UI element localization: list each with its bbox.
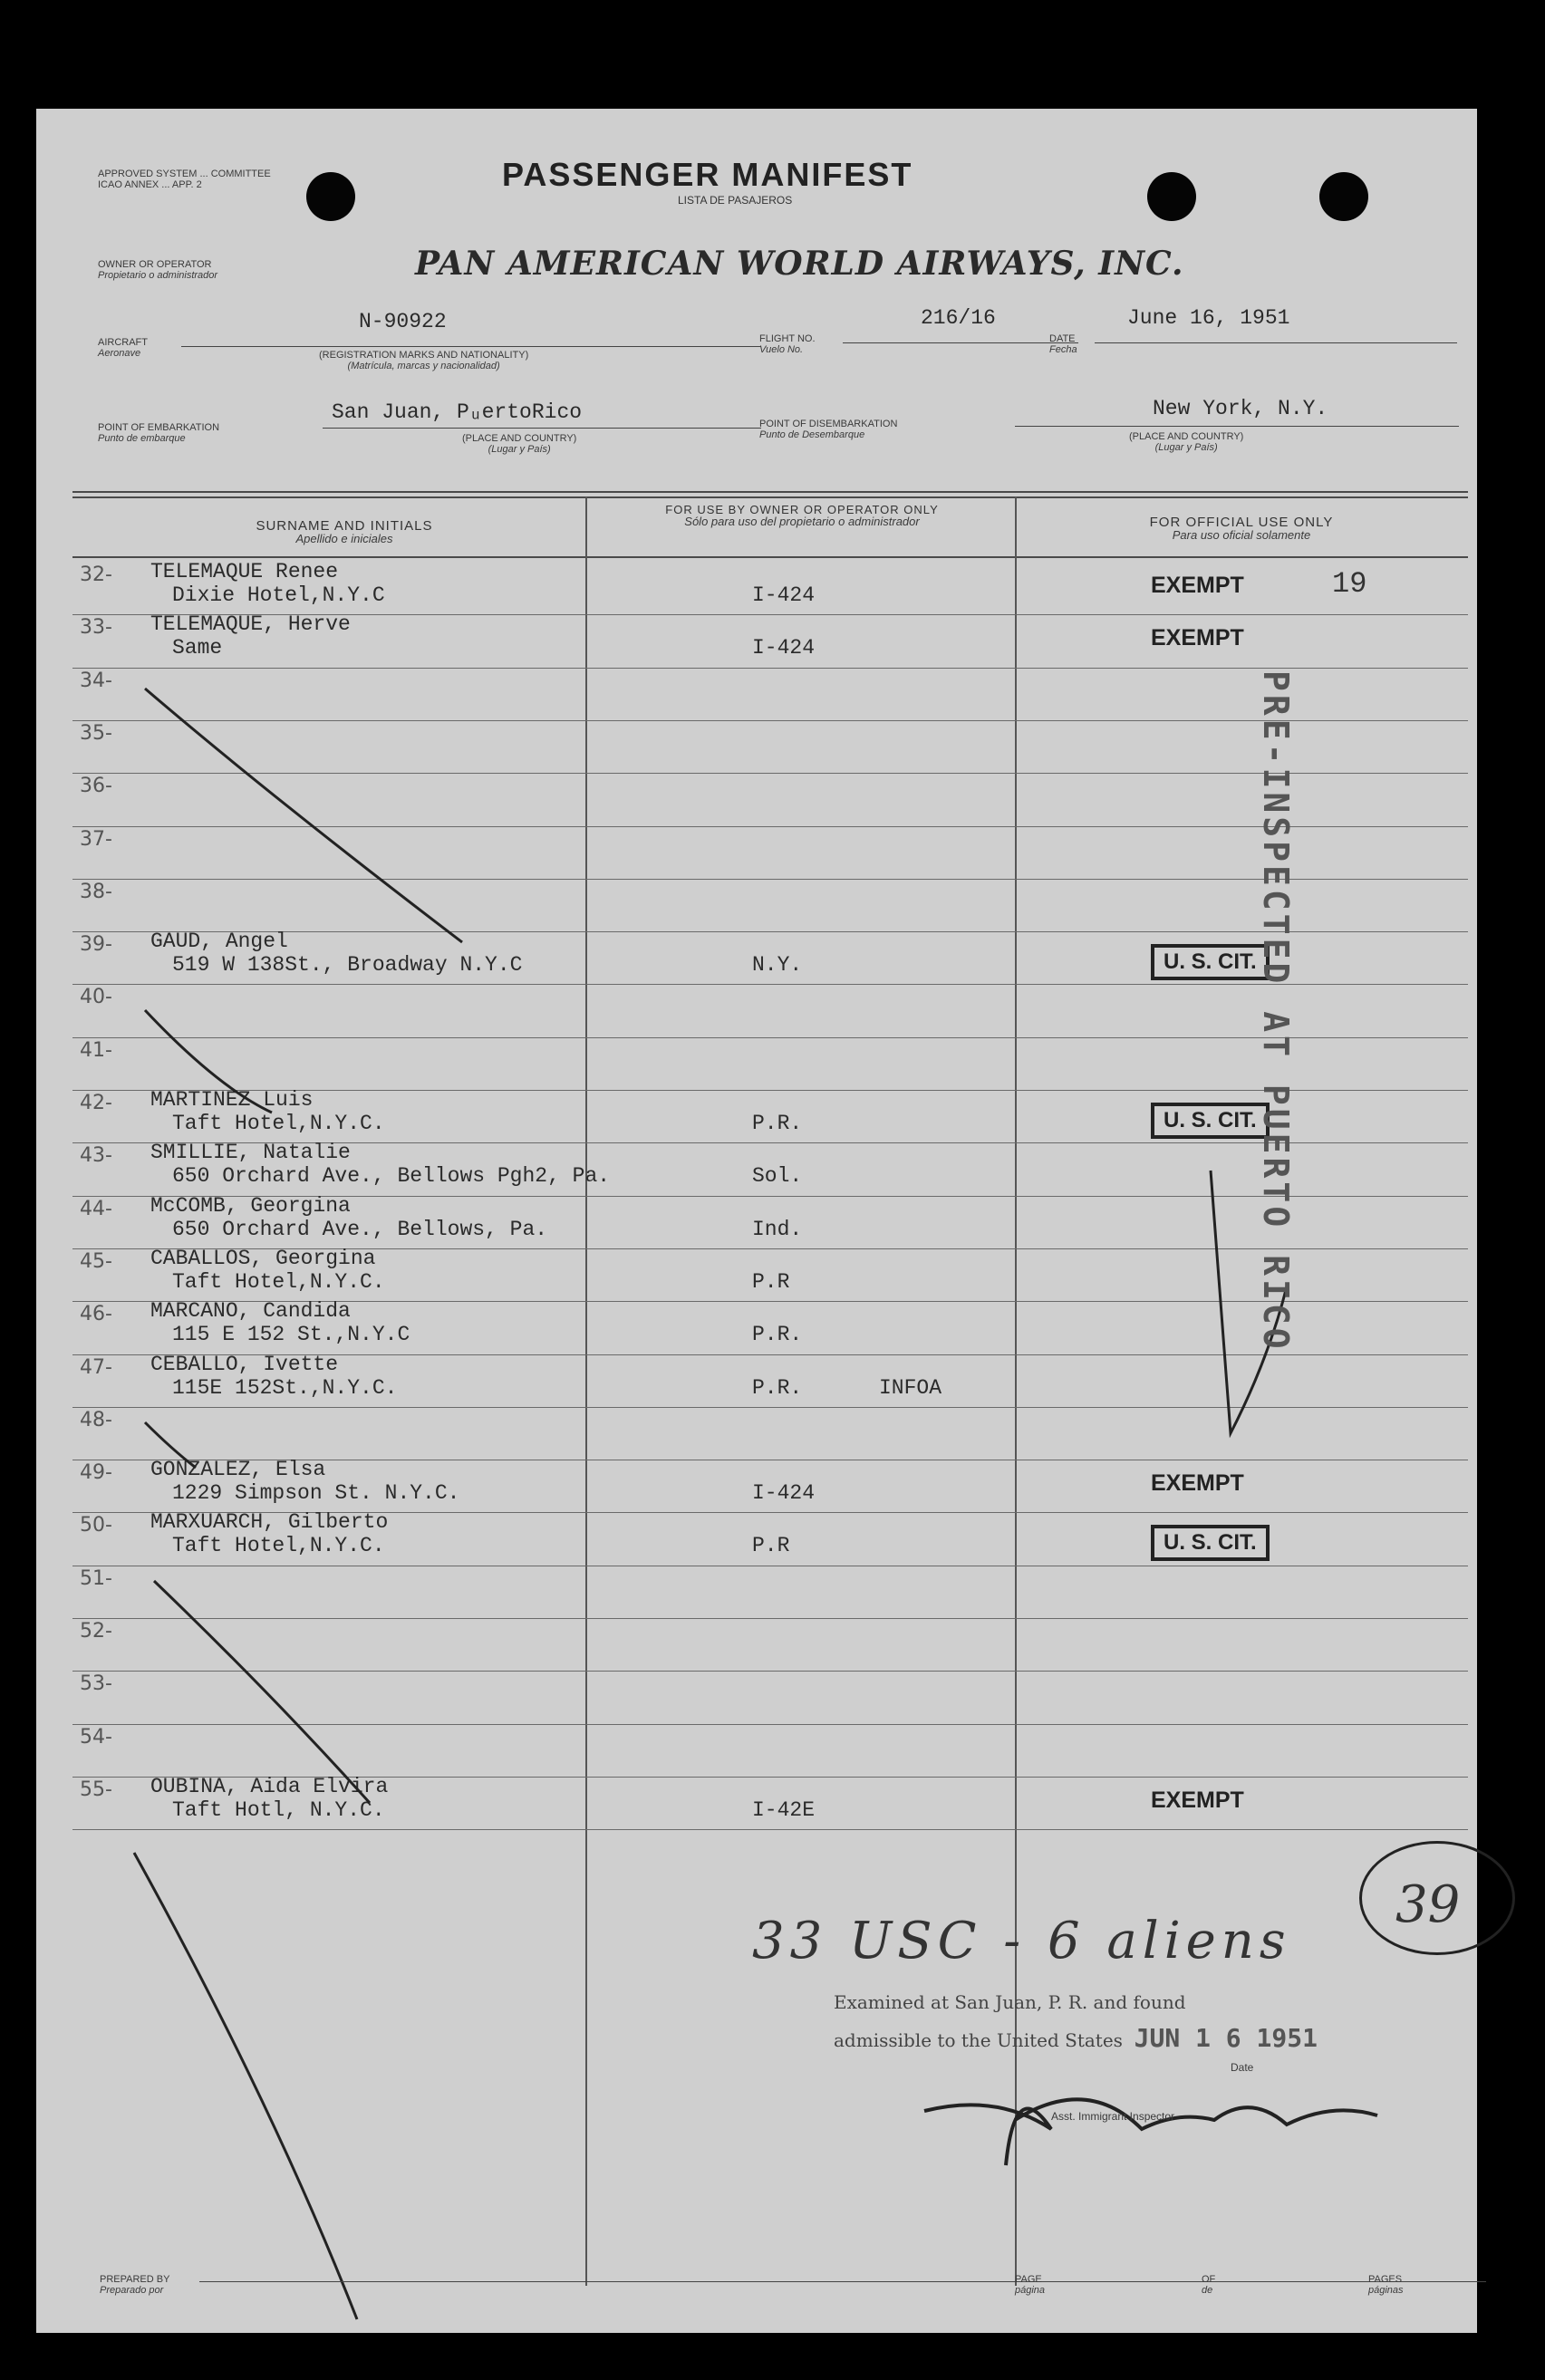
passenger-name: SMILLIE, Natalie bbox=[150, 1141, 351, 1165]
passenger-name: GAUD, Angel bbox=[150, 930, 288, 954]
passenger-name: MARCANO, Candida bbox=[150, 1299, 351, 1324]
row-number: 44- bbox=[80, 1197, 112, 1220]
circled-count: 39 bbox=[1395, 1875, 1461, 1934]
document-code: P.R bbox=[752, 1534, 790, 1558]
passenger-address: Taft Hotel,N.Y.C. bbox=[172, 1269, 385, 1294]
flight-label: FLIGHT NO. Vuelo No. bbox=[759, 333, 816, 355]
row-number: 54- bbox=[80, 1725, 112, 1749]
row-number: 52- bbox=[80, 1620, 112, 1643]
passenger-address: 650 Orchard Ave., Bellows Pgh2, Pa. bbox=[172, 1164, 611, 1189]
us-citizen-stamp: U. S. CIT. bbox=[1151, 1525, 1270, 1561]
passenger-address: Taft Hotl, N.Y.C. bbox=[172, 1797, 385, 1822]
us-citizen-stamp: U. S. CIT. bbox=[1151, 1103, 1270, 1139]
examination-stamp: Examined at San Juan, P. R. and found admissible to the United States JUN 1 6 1951 bbox=[834, 1991, 1318, 2053]
document-code: P.R bbox=[752, 1269, 790, 1294]
passenger-address: Taft Hotel,N.Y.C. bbox=[172, 1534, 385, 1558]
passenger-address: Taft Hotel,N.Y.C. bbox=[172, 1112, 385, 1135]
row-number: 43- bbox=[80, 1144, 112, 1168]
prepared-by-label: PREPARED BY Preparado por bbox=[100, 2274, 170, 2296]
row-number: 40- bbox=[80, 986, 112, 1009]
col-header-official: FOR OFFICIAL USE ONLY Para uso oficial solamente bbox=[1149, 515, 1334, 542]
row-number: 42- bbox=[80, 1092, 112, 1114]
approval-note: APPROVED SYSTEM ... COMMITTEE ICAO ANNEX ... APP. 2 bbox=[98, 169, 271, 190]
row-number: 48- bbox=[80, 1408, 112, 1431]
row-number: 53- bbox=[80, 1672, 112, 1696]
disembark-label: POINT OF DISEMBARKATION Punto de Desembarque bbox=[759, 419, 898, 440]
passenger-address: Dixie Hotel,N.Y.C bbox=[172, 583, 385, 607]
exempt-stamp: EXEMPT bbox=[1151, 625, 1244, 651]
row-number: 38- bbox=[80, 880, 112, 903]
date-value: June 16, 1951 bbox=[1127, 306, 1290, 330]
row-number: 51- bbox=[80, 1566, 112, 1590]
disembark-value: New York, N.Y. bbox=[1153, 397, 1328, 420]
embark-value: San Juan, PᵤertoRico bbox=[332, 400, 583, 424]
row-number: 33- bbox=[80, 616, 112, 640]
inspector-title: Asst. Immigrant Inspector bbox=[1051, 2110, 1175, 2123]
official-count: 19 bbox=[1332, 567, 1367, 601]
row-number: 41- bbox=[80, 1038, 112, 1062]
document-code: Ind. bbox=[752, 1217, 803, 1241]
of-label: OF de bbox=[1202, 2274, 1216, 2296]
row-number: 34- bbox=[80, 669, 112, 692]
passenger-name: CEBALLO, Ivette bbox=[150, 1352, 339, 1376]
row-number: 55- bbox=[80, 1778, 112, 1801]
exempt-stamp: EXEMPT bbox=[1151, 573, 1244, 598]
date-label: DATE Fecha bbox=[1049, 333, 1077, 355]
row-number: 32- bbox=[80, 564, 112, 586]
document-code: P.R. bbox=[752, 1375, 803, 1400]
col-header-surname: SURNAME AND INITIALS Apellido e iniciales bbox=[256, 518, 433, 545]
row-number: 46- bbox=[80, 1303, 112, 1326]
flight-value: 216/16 bbox=[921, 306, 996, 330]
passenger-name: CABALLOS, Georgina bbox=[150, 1246, 376, 1270]
row-number: 49- bbox=[80, 1461, 112, 1485]
embark-label: POINT OF EMBARKATION Punto de embarque bbox=[98, 422, 220, 444]
passenger-name: GONZALEZ, Elsa bbox=[150, 1458, 326, 1482]
passenger-address: 1229 Simpson St. N.Y.C. bbox=[172, 1481, 460, 1506]
alien-tally: 33 USC - 6 aliens bbox=[752, 1912, 1291, 1970]
row-number: 37- bbox=[80, 827, 112, 851]
row-number: 39- bbox=[80, 933, 112, 957]
date-word: Date bbox=[1231, 2061, 1254, 2074]
col-header-owner: FOR USE BY OWNER OR OPERATOR ONLY Sólo para uso del propietario o administrador bbox=[665, 503, 939, 528]
passenger-name: OUBINA, Aida Elvira bbox=[150, 1774, 389, 1798]
owner-name: PAN AMERICAN WORLD AIRWAYS, INC. bbox=[415, 245, 1184, 283]
aircraft-value: N-90922 bbox=[359, 310, 447, 333]
document-code: I-42E bbox=[752, 1797, 816, 1822]
document-code: P.R. bbox=[752, 1112, 803, 1135]
row-number: 35- bbox=[80, 721, 112, 745]
owner-note: INFOA bbox=[879, 1375, 942, 1400]
passenger-address: 650 Orchard Ave., Bellows, Pa. bbox=[172, 1217, 548, 1241]
passenger-address: 519 W 138St., Broadway N.Y.C bbox=[172, 953, 523, 978]
document-code: I-424 bbox=[752, 636, 816, 660]
aircraft-label: AIRCRAFT Aeronave bbox=[98, 337, 148, 359]
document-code: P.R. bbox=[752, 1323, 803, 1347]
passenger-name: MARXUARCH, Gilberto bbox=[150, 1510, 389, 1535]
exam-date: JUN 1 6 1951 bbox=[1134, 2023, 1318, 2053]
document-code: I-424 bbox=[752, 1481, 816, 1506]
us-citizen-stamp: U. S. CIT. bbox=[1151, 944, 1270, 980]
row-number: 47- bbox=[80, 1355, 112, 1379]
passenger-name: TELEMAQUE, Herve bbox=[150, 612, 351, 637]
row-number: 45- bbox=[80, 1249, 112, 1273]
document-code: Sol. bbox=[752, 1164, 803, 1189]
passenger-address: Same bbox=[172, 636, 223, 660]
disembark-place-note: (PLACE AND COUNTRY) (Lugar y País) bbox=[1129, 431, 1244, 453]
manifest-sheet bbox=[36, 109, 1477, 2333]
exempt-stamp: EXEMPT bbox=[1151, 1787, 1244, 1813]
passenger-name: MARTINEZ Luis bbox=[150, 1088, 314, 1112]
form-subtitle: LISTA DE PASAJEROS bbox=[678, 194, 793, 207]
passenger-name: TELEMAQUE Renee bbox=[150, 560, 339, 583]
registration-note: (REGISTRATION MARKS AND NATIONALITY) (Matrícula, marcas y nacionalidad) bbox=[319, 350, 529, 371]
pages-label: PAGES páginas bbox=[1368, 2274, 1404, 2296]
embark-place-note: (PLACE AND COUNTRY) (Lugar y País) bbox=[462, 433, 577, 455]
owner-label: OWNER OR OPERATOR Propietario o administrador bbox=[98, 259, 218, 281]
form-title: PASSENGER MANIFEST bbox=[502, 156, 913, 193]
document-code: I-424 bbox=[752, 583, 816, 607]
passenger-address: 115 E 152 St.,N.Y.C bbox=[172, 1323, 410, 1347]
passenger-name: McCOMB, Georgina bbox=[150, 1193, 351, 1218]
passenger-address: 115E 152St.,N.Y.C. bbox=[172, 1375, 398, 1400]
row-number: 50- bbox=[80, 1514, 112, 1537]
page-label: PAGE página bbox=[1015, 2274, 1046, 2296]
document-code: N.Y. bbox=[752, 953, 803, 978]
exempt-stamp: EXEMPT bbox=[1151, 1470, 1244, 1497]
preinspected-stamp: PRE-INSPECTED AT PUERTO RICO bbox=[1256, 670, 1296, 1353]
row-number: 36- bbox=[80, 775, 112, 798]
